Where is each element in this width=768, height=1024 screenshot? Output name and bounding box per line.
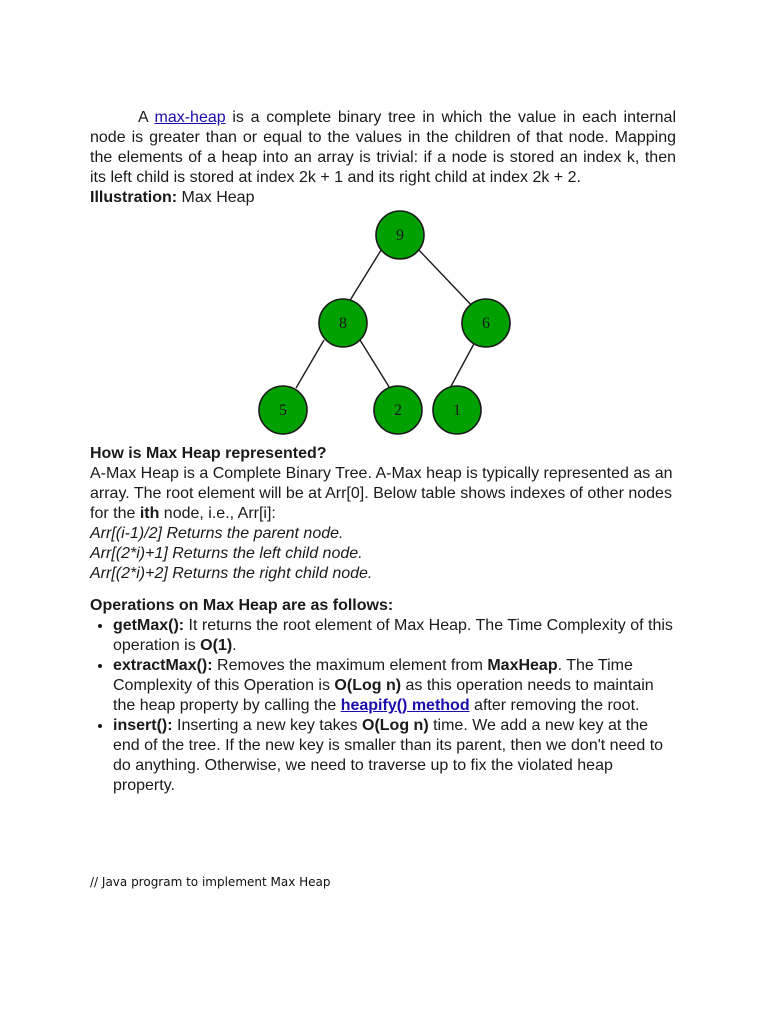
extract-max-text-2: . The Time Complexity of this Operation is xyxy=(113,657,633,694)
node-label-6: 6 xyxy=(482,315,490,332)
representation-text-1: A-Max Heap is a Complete Binary Tree. A-Max heap is typically represented as an array. The root element will be at Arr[0]. Below table shows indexes of other nodes for the xyxy=(90,465,673,522)
insert-text-1: Inserting a new key takes xyxy=(172,717,362,734)
illustration-label: Illustration: xyxy=(90,189,178,206)
representation-ith: ith xyxy=(139,505,160,522)
node-label-9: 9 xyxy=(396,227,404,244)
formula-parent: Arr[(i-1)/2] Returns the parent node. xyxy=(90,525,344,542)
intro-paragraph xyxy=(90,108,676,188)
node-label-5: 5 xyxy=(279,402,287,419)
node-label-8: 8 xyxy=(339,315,347,332)
java-code-comment: // Java program to implement Max Heap xyxy=(90,875,331,889)
illustration-title: Max Heap xyxy=(177,189,255,206)
insert-complexity: O(Log n) xyxy=(362,717,429,734)
heap-node-1 xyxy=(433,386,481,434)
intro-text: is a complete binary tree in which the value in each internal node is greater than or equal to the values in the children of that node. Mapping the elements of a heap into an array is trivial: if a node is stored an index k, then its left child is stored at index 2k + 1 and its right child at index 2k + 2. xyxy=(90,109,677,186)
insert-name: insert(): xyxy=(113,717,173,734)
get-max-text-2: . xyxy=(232,637,237,654)
get-max-name: getMax(): xyxy=(113,617,185,634)
formula-left-child: Arr[(2*i)+1] Returns the left child node. xyxy=(90,545,363,562)
operations-list xyxy=(90,616,676,796)
illustration-caption xyxy=(90,188,676,208)
heap-node-6 xyxy=(462,299,510,347)
operations-heading: Operations on Max Heap are as follows: xyxy=(90,597,394,614)
heap-node-8 xyxy=(319,299,367,347)
operation-extract-max xyxy=(113,656,676,716)
heapify-method-link[interactable]: heapify() method xyxy=(340,697,470,714)
document-content xyxy=(90,108,676,796)
node-label-1: 1 xyxy=(453,402,461,419)
operation-get-max xyxy=(113,616,676,656)
heap-node-2 xyxy=(374,386,422,434)
edge-6-1 xyxy=(449,340,476,390)
max-heap-tree-diagram xyxy=(258,210,518,444)
extract-max-complexity: O(Log n) xyxy=(334,677,402,694)
extract-max-name: extractMax(): xyxy=(113,657,213,674)
representation-body xyxy=(90,464,676,524)
edge-9-6 xyxy=(416,247,476,310)
edge-8-2 xyxy=(360,340,391,390)
extract-max-text-4: after removing the root. xyxy=(469,697,640,714)
extract-max-text-1: Removes the maximum element from xyxy=(212,657,488,674)
get-max-text-1: It returns the root element of Max Heap. The Time Complexity of this operation is xyxy=(113,617,673,654)
representation-text-2: node, i.e., Arr[i]: xyxy=(159,505,276,522)
max-heap-figure xyxy=(90,210,676,444)
edge-8-5 xyxy=(296,340,324,388)
insert-text-2: time. We add a new key at the end of the tree. If the new key is smaller than its parent, then we don't need to do anything. Otherwise, we need to traverse up to fix the violated heap property. xyxy=(113,717,664,794)
heap-node-5 xyxy=(259,386,307,434)
intro-prefix: A xyxy=(138,109,155,126)
formula-right-child: Arr[(2*i)+2] Returns the right child node. xyxy=(90,565,373,582)
extract-max-bold: MaxHeap xyxy=(487,657,558,674)
operation-insert xyxy=(113,716,676,796)
get-max-complexity: O(1) xyxy=(200,637,233,654)
extract-max-text-3: as this operation needs to maintain the heap property by calling the xyxy=(113,677,654,714)
node-label-2: 2 xyxy=(394,402,402,419)
representation-heading: How is Max Heap represented? xyxy=(90,445,327,462)
edge-9-8 xyxy=(349,247,383,302)
heap-node-9 xyxy=(376,211,424,259)
max-heap-link[interactable]: max-heap xyxy=(154,109,226,126)
